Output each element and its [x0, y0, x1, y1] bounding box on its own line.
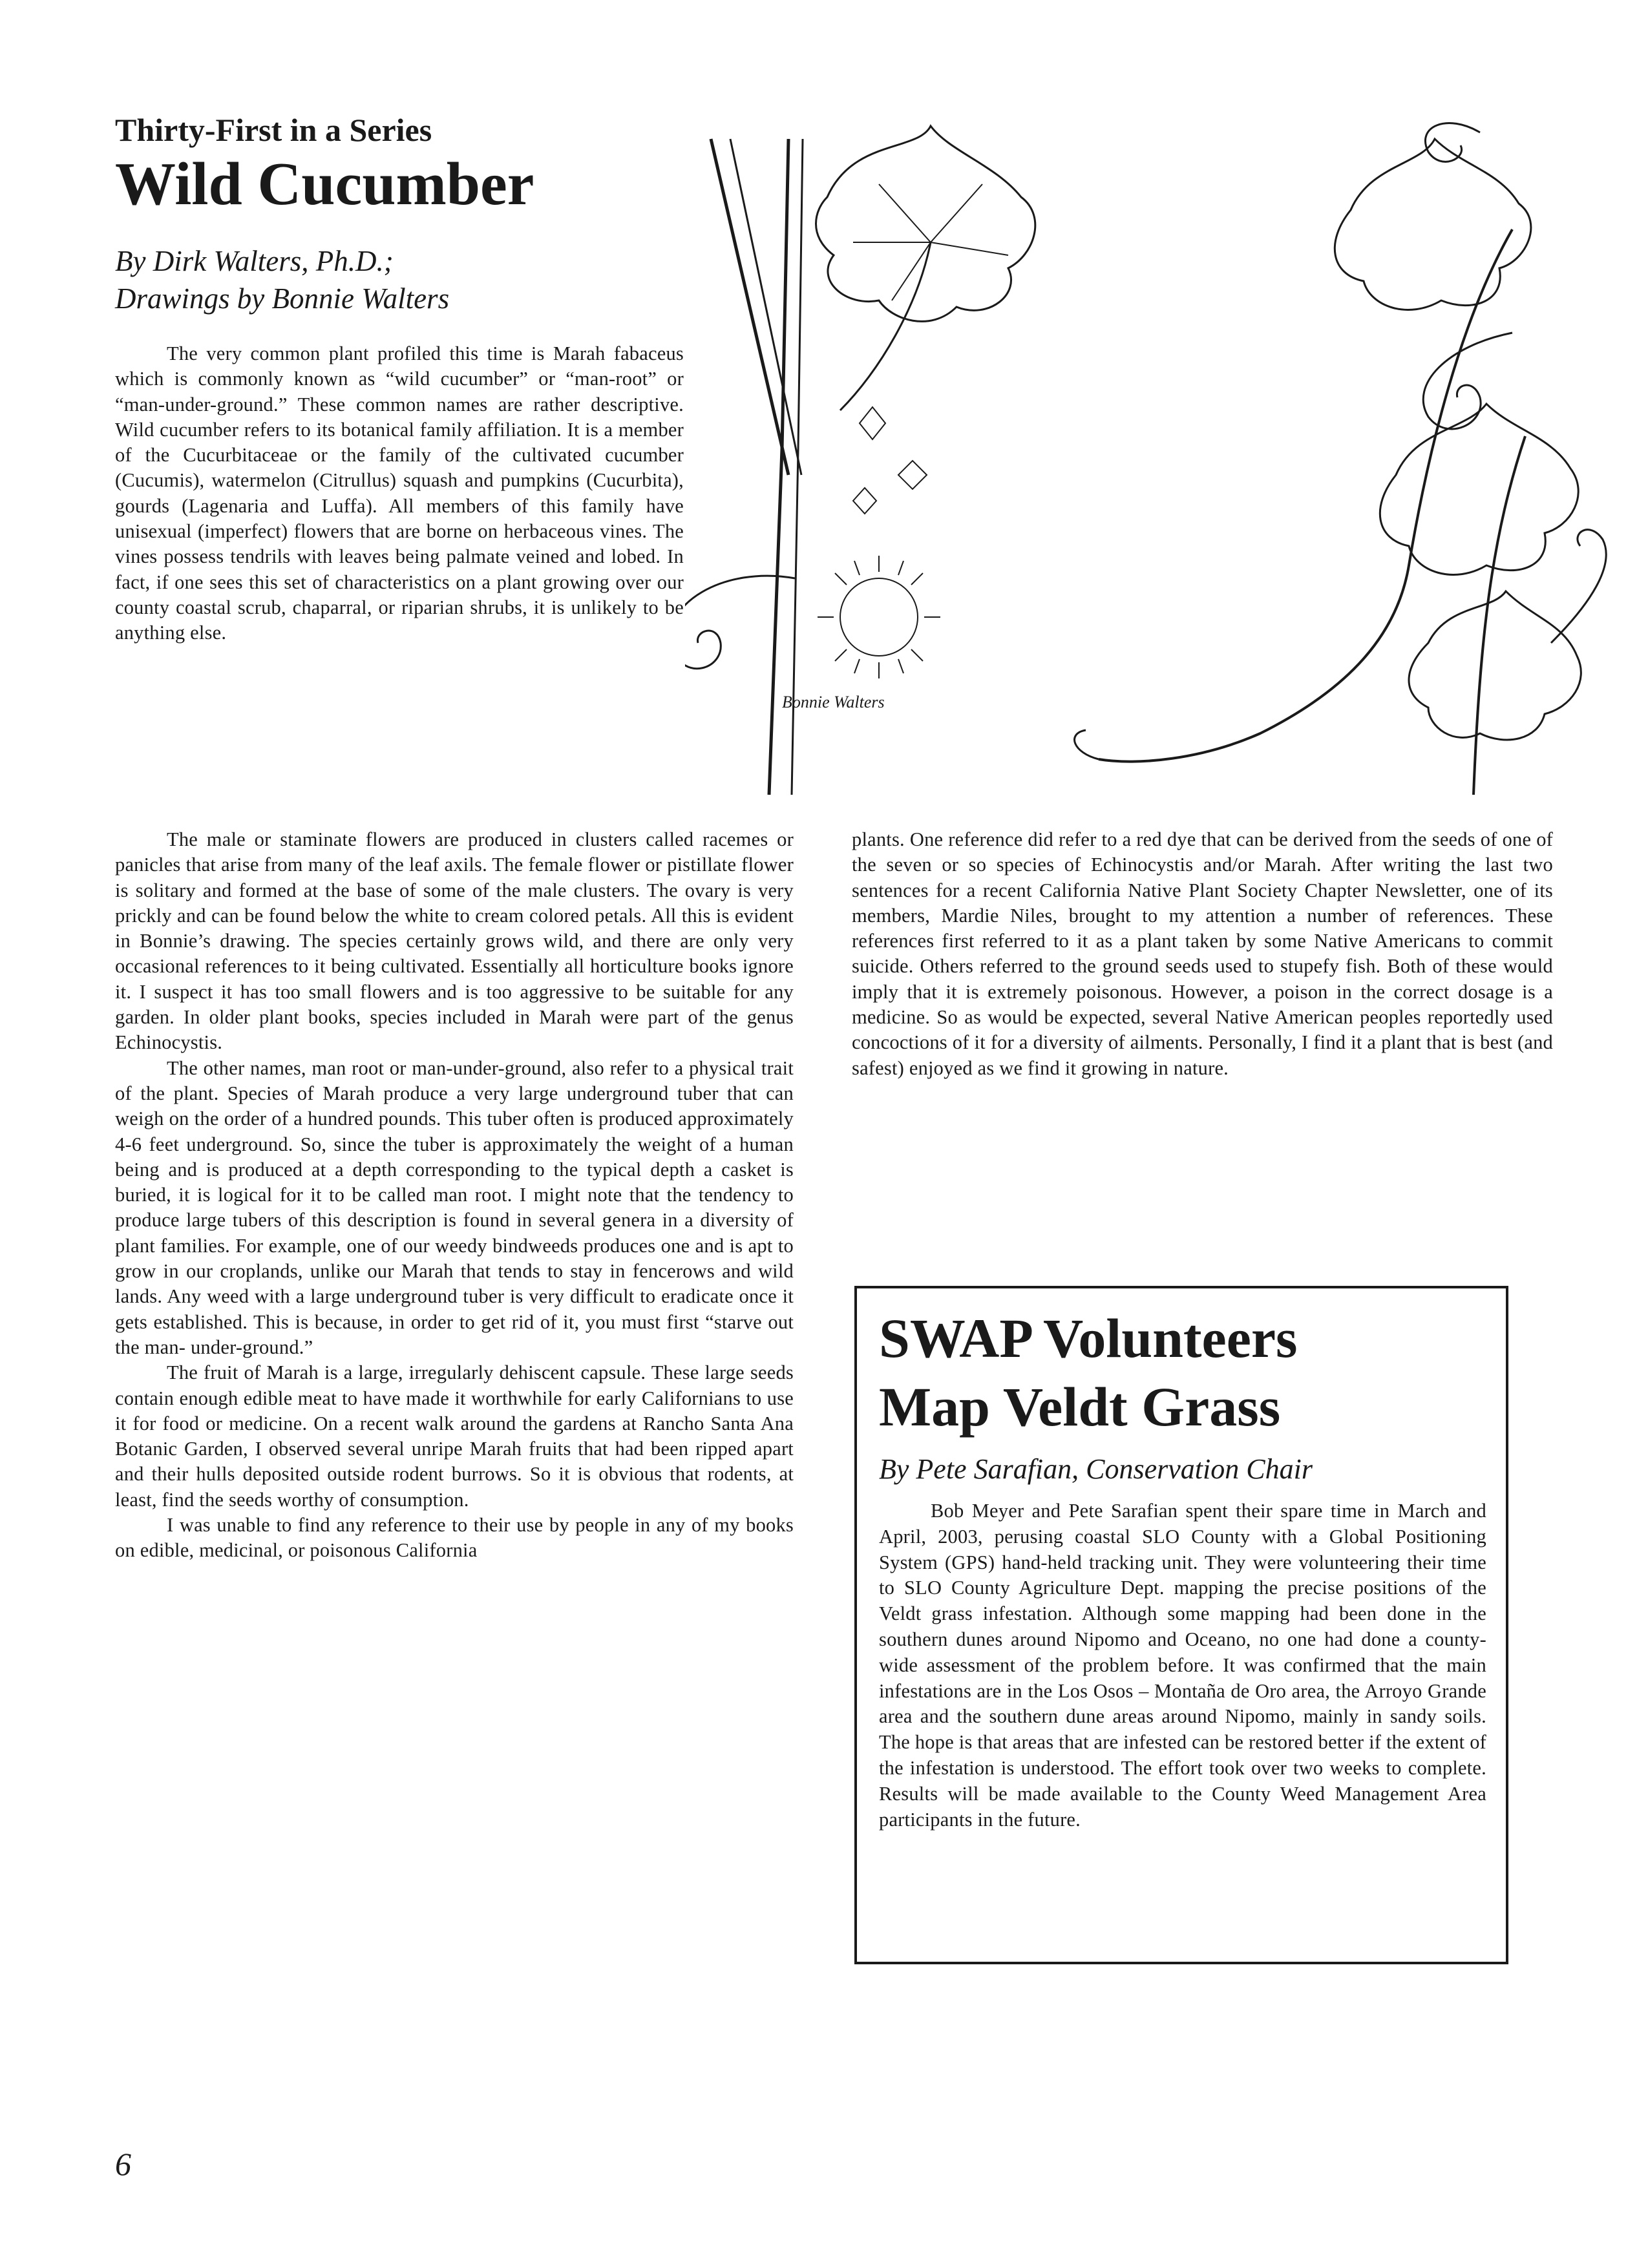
leaf-right-top [1335, 139, 1531, 310]
wild-cucumber-illustration [685, 113, 1629, 795]
paragraph-2: The male or staminate flowers are produced in clusters called racemes or panicles that arise from many of the leaf axils. The female flower or pistillate flower is solitary and formed at the base of some of the male clusters. The ovary is very prickly and can be found below the white to cream colored petals. All this is evident in Bonnie’s drawing. The species certainly grows wild, and there are only very occasional references to it being cultivated. Essentially all horticulture books ignore it. I suspect it has too small flowers and is too aggressive to be suitable for any garden. In older plant books, species included in Marah were part of the genus Echinocystis. [115, 828, 794, 1054]
sidebar-title-line-1: SWAP Volunteers [879, 1307, 1298, 1369]
paragraph-5: I was unable to find any reference to their use by people in any of my books on edible, medicinal, or poisonous California [115, 1514, 794, 1562]
page-number: 6 [115, 2146, 131, 2182]
tendril-right-3 [1551, 530, 1606, 643]
sidebar-title [879, 1304, 1486, 1441]
branch-left [711, 139, 788, 475]
flower-cluster [853, 407, 927, 514]
prickly-fruit [818, 556, 940, 678]
column-2 [852, 827, 1553, 1081]
sidebar-byline: By Pete Sarafian, Conservation Chair [879, 1453, 1313, 1485]
drawings-credit: Drawings by Bonnie Walters [115, 282, 450, 315]
leaf-right-mid [1380, 404, 1578, 574]
paragraph-1: The very common plant profiled this time is Marah fabaceus which is commonly known as “wild cucumber” or “man-root” or “man-under-ground.” These common names are rather descriptive. Wild cucumber refers to its botanical family affiliation. It is a member of the Cucurbitaceae or the family of the cultivated cucumber (Cucumis), watermelon (Citrullus) squash and pumpkins (Cucurbita), gourds (Lagenaria and Luffa). All members of this family have unisexual (imperfect) flowers that are borne on herbaceous vines. The vines possess tendrils with leaves being palmate veined and lobed. In fact, if one sees this set of characteristics on a plant growing over our county coastal scrub, chaparral, or riparian shrubs, it is unlikely to be anything else. [115, 342, 684, 644]
byline [115, 242, 449, 317]
branch-left-inner [730, 139, 801, 475]
leaf-right-low [1409, 591, 1581, 740]
column-1-top [115, 341, 684, 646]
paragraph-4: The fruit of Marah is a large, irregularly dehiscent capsule. These large seeds contain enough edible meat to have made it worthwhile for early Californians to use it for food or medicine. On a recent walk around the gardens at Rancho Santa Ana Botanic Garden, I observed several unripe Marah fruits that had been ripped apart and their hulls deposited outside rodent burrows. So it is obvious that rodents, at least, find the seeds worthy of consumption. [115, 1361, 794, 1511]
author-line: By Dirk Walters, Ph.D.; [115, 245, 394, 277]
sidebar-body: Bob Meyer and Pete Sarafian spent their spare time in March and April, 2003, perusing coastal SLO County with a Global Positioning System (GPS) hand-held tracking unit. They were volunteering their time to SLO County Agriculture Dept. mapping the precise positions of the Veldt grass infestation. Although some mapping had been done in the southern dunes around Nipomo and Oceano, no one had done a county-wide assessment of the problem before. It was confirmed that the main infestations are in the Los Osos – Montaña de Oro area, the Arroyo Grande area and the southern dune areas around Nipomo, mainly in sandy soils. The hope is that areas that are infested can be restored better if the extent of the infestation is understood. The effort took over two weeks to complete. Results will be made available to the County Weed Management Area participants in the future. [879, 1500, 1486, 1831]
article-title: Wild Cucumber [115, 151, 534, 218]
vine-right [1099, 229, 1512, 762]
petiole [840, 242, 931, 410]
artist-signature: Bonnie Walters [782, 693, 885, 711]
series-label: Thirty-First in a Series [115, 112, 432, 148]
sidebar-box [854, 1286, 1508, 1964]
vine-right-2 [1474, 436, 1525, 795]
leaf-left [816, 126, 1035, 321]
continuation-paragraph: plants. One reference did refer to a red dye that can be derived from the seeds of one of the seven or so species of Echinocystis and/or Marah. After writing the last two sentences for a recent California Native Plant Society Chapter Newsletter, one of its members, Mardie Niles, brought to my attention a number of references. These references first referred to it as a plant taken by some Native Americans to commit suicide. Others referred to the ground seeds used to stupefy fish. Both of these would imply that it is extremely poisonous. However, a poison in the correct dosage is a medicine. So as would be expected, several Native American peoples reportedly used concoctions of it for a diversity of ailments. Personally, I find it a plant that is best (and safest) enjoyed as we find it growing in nature. [852, 828, 1553, 1079]
tendril-right-4 [1075, 730, 1099, 759]
tendril-left [685, 576, 795, 669]
paragraph-3: The other names, man root or man-under-ground, also refer to a physical trait of the plant. Species of Marah produce a very large underground tuber that can weigh on the order of a hundred pounds. This tuber often is produced approximately 4-6 feet underground. So, since the tuber is approximately the weight of a human being and is produced at a depth corresponding to the typical depth a casket is buried, it is logical for it to be called man root. I might note that the tendency to produce large tubers of this description is found in several genera in a diversity of plant families. For example, one of our weedy bindweeds produces one and is apt to grow in our croplands, unlike our Marah that tends to stay in fencerows and wild lands. Any weed with a large underground tuber is very difficult to eradicate once it gets established. This is because, in order to get rid of it, you must first “starve out the man- under-ground.” [115, 1056, 794, 1358]
sidebar-title-line-2: Map Veldt Grass [879, 1376, 1281, 1438]
column-1-bottom [115, 827, 794, 1564]
